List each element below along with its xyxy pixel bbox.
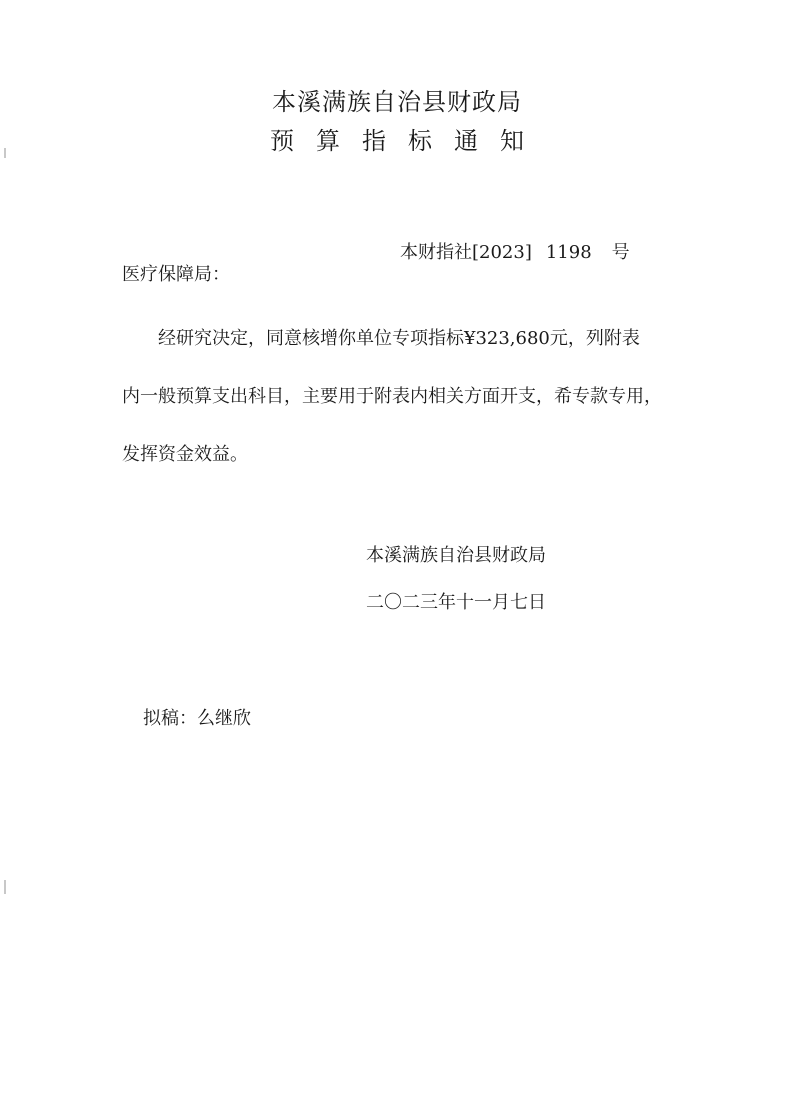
signature-date: 二〇二三年十一月七日 xyxy=(366,592,546,613)
body-line: 内一般预算支出科目，主要用于附表内相关方面开支，希专款专用， xyxy=(122,386,662,407)
signature-organization: 本溪满族自治县财政局 xyxy=(366,545,546,566)
document-number xyxy=(400,240,700,266)
drafter-label: 拟稿： xyxy=(143,708,197,729)
document-title: 预算指标通知 xyxy=(270,127,546,155)
document-number-prefix: 本财指社[2023] xyxy=(400,242,532,263)
drafter-line xyxy=(143,706,251,732)
document-number-value: 1198 xyxy=(545,242,592,263)
body-paragraph xyxy=(122,325,694,499)
document-number-suffix: 号 xyxy=(611,242,630,263)
body-line: 发挥资金效益。 xyxy=(122,444,248,465)
issuing-organization-heading: 本溪满族自治县财政局 xyxy=(272,88,522,116)
body-line: 经研究决定，同意核增你单位专项指标¥323,680元，列附表 xyxy=(158,328,640,349)
drafter-name: 么继欣 xyxy=(197,708,251,729)
recipient-line: 医疗保障局： xyxy=(122,264,230,285)
scan-edge-mark xyxy=(4,880,6,894)
